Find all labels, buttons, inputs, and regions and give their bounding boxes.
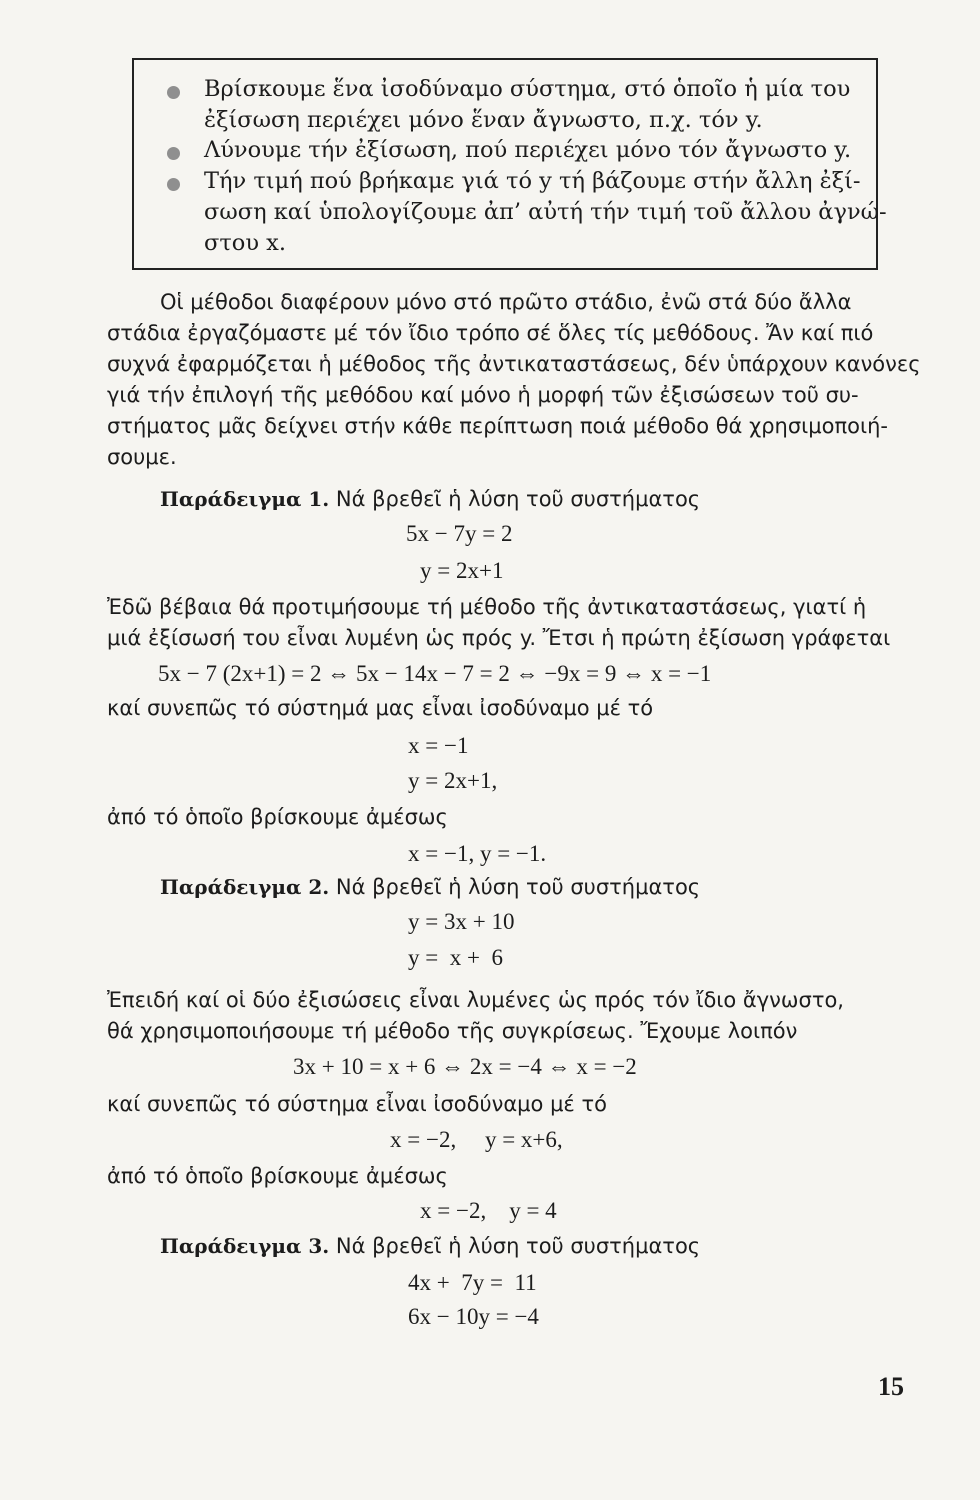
paragraph-line: μιά ἐξίσωσή του εἶναι λυμένη ὡς πρός y. Ἔτσι ἡ πρώτη ἐξίσωση γράφεται bbox=[107, 626, 891, 650]
equation: x = −1, y = −1. bbox=[408, 841, 547, 866]
paragraph-line: γιά τήν ἐπιλογή τῆς μεθόδου καί μόνο ἡ μορφή τῶν ἐξισώσεων τοῦ συ- bbox=[107, 383, 859, 407]
paragraph-line: Οἱ μέθοδοι διαφέρουν μόνο στό πρῶτο στάδιο, ἐνῶ στά δύο ἄλλα bbox=[160, 290, 852, 314]
equation: 5x − 7y = 2 bbox=[406, 521, 513, 546]
box-bullet-2-line-1: Λύνουμε τήν ἐξίσωση, πού περιέχει μόνο τόν ἄγνωστο y. bbox=[204, 137, 852, 163]
equation: y = 2x+1, bbox=[408, 768, 498, 793]
example-2-heading bbox=[160, 872, 700, 902]
bullet-icon bbox=[167, 147, 180, 160]
equation: x = −2, y = x+6, bbox=[390, 1127, 563, 1152]
example-3-heading bbox=[160, 1231, 700, 1261]
equation: 6x − 10y = −4 bbox=[408, 1304, 539, 1329]
bullet-icon bbox=[167, 178, 180, 191]
example-1-label: Παράδειγμα 1. bbox=[160, 487, 330, 511]
equation: 3x + 10 = x + 6 ⇔ 2x = −4 ⇔ x = −2 bbox=[293, 1054, 637, 1079]
box-bullet-3-line-2: σωση καί ὑπολογίζουμε ἀπ’ αὐτή τήν τιμή τοῦ ἄλλου ἀγνώ- bbox=[204, 199, 887, 225]
paragraph-line: συχνά ἐφαρμόζεται ἡ μέθοδος τῆς ἀντικαταστάσεως, δέν ὑπάρχουν κανόνες bbox=[107, 352, 921, 376]
box-bullet-1-line-2: ἐξίσωση περιέχει μόνο ἕναν ἄγνωστο, π.χ. τόν y. bbox=[204, 107, 763, 133]
paragraph-line: ἀπό τό ὁποῖο βρίσκουμε ἀμέσως bbox=[107, 805, 448, 829]
paragraph-line: καί συνεπῶς τό σύστημά μας εἶναι ἰσοδύναμο μέ τό bbox=[107, 696, 654, 720]
example-3-text: Νά βρεθεῖ ἡ λύση τοῦ συστήματος bbox=[335, 1234, 701, 1258]
equation: 4x + 7y = 11 bbox=[408, 1270, 537, 1295]
equation: x = −2, y = 4 bbox=[420, 1198, 557, 1223]
page-number: 15 bbox=[878, 1372, 904, 1401]
bullet-icon bbox=[167, 86, 180, 99]
paragraph-line: σουμε. bbox=[107, 445, 177, 469]
example-1-text: Νά βρεθεῖ ἡ λύση τοῦ συστήματος bbox=[335, 487, 701, 511]
box-bullet-3-line-1: Τήν τιμή πού βρήκαμε γιά τό y τή βάζουμε στήν ἄλλη ἐξί- bbox=[204, 168, 861, 194]
example-2-text: Νά βρεθεῖ ἡ λύση τοῦ συστήματος bbox=[335, 875, 701, 899]
paragraph-line: θά χρησιμοποιήσουμε τή μέθοδο τῆς συγκρίσεως. Ἔχουμε λοιπόν bbox=[107, 1019, 798, 1043]
paragraph-line: ἀπό τό ὁποῖο βρίσκουμε ἀμέσως bbox=[107, 1164, 448, 1188]
example-2-label: Παράδειγμα 2. bbox=[160, 875, 330, 899]
equation: 5x − 7 (2x+1) = 2 ⇔ 5x − 14x − 7 = 2 ⇔ −9x = 9 ⇔ x = −1 bbox=[158, 661, 712, 686]
example-3-label: Παράδειγμα 3. bbox=[160, 1234, 330, 1258]
equation: y = 3x + 10 bbox=[408, 909, 515, 934]
equation: y = x + 6 bbox=[408, 945, 503, 970]
equation: y = 2x+1 bbox=[420, 558, 504, 583]
example-1-heading bbox=[160, 484, 700, 514]
equation: x = −1 bbox=[408, 733, 469, 758]
paragraph-line: στάδια ἐργαζόμαστε μέ τόν ἴδιο τρόπο σέ ὅλες τίς μεθόδους. Ἄν καί πιό bbox=[107, 321, 874, 345]
box-bullet-1-line-1: Βρίσκουμε ἕνα ἰσοδύναμο σύστημα, στό ὁποῖο ἡ μία του bbox=[204, 76, 851, 102]
paragraph-line: Ἐδῶ βέβαια θά προτιμήσουμε τή μέθοδο τῆς ἀντικαταστάσεως, γιατί ἡ bbox=[107, 595, 867, 619]
paragraph-line: Ἐπειδή καί οἱ δύο ἐξισώσεις εἶναι λυμένες ὡς πρός τόν ἴδιο ἄγνωστο, bbox=[107, 988, 844, 1012]
paragraph-line: καί συνεπῶς τό σύστημα εἶναι ἰσοδύναμο μέ τό bbox=[107, 1092, 607, 1116]
box-bullet-3-line-3: στου x. bbox=[204, 230, 287, 256]
paragraph-line: στήματος μᾶς δείχνει στήν κάθε περίπτωση ποιά μέθοδο θά χρησιμοποιή- bbox=[107, 414, 888, 438]
